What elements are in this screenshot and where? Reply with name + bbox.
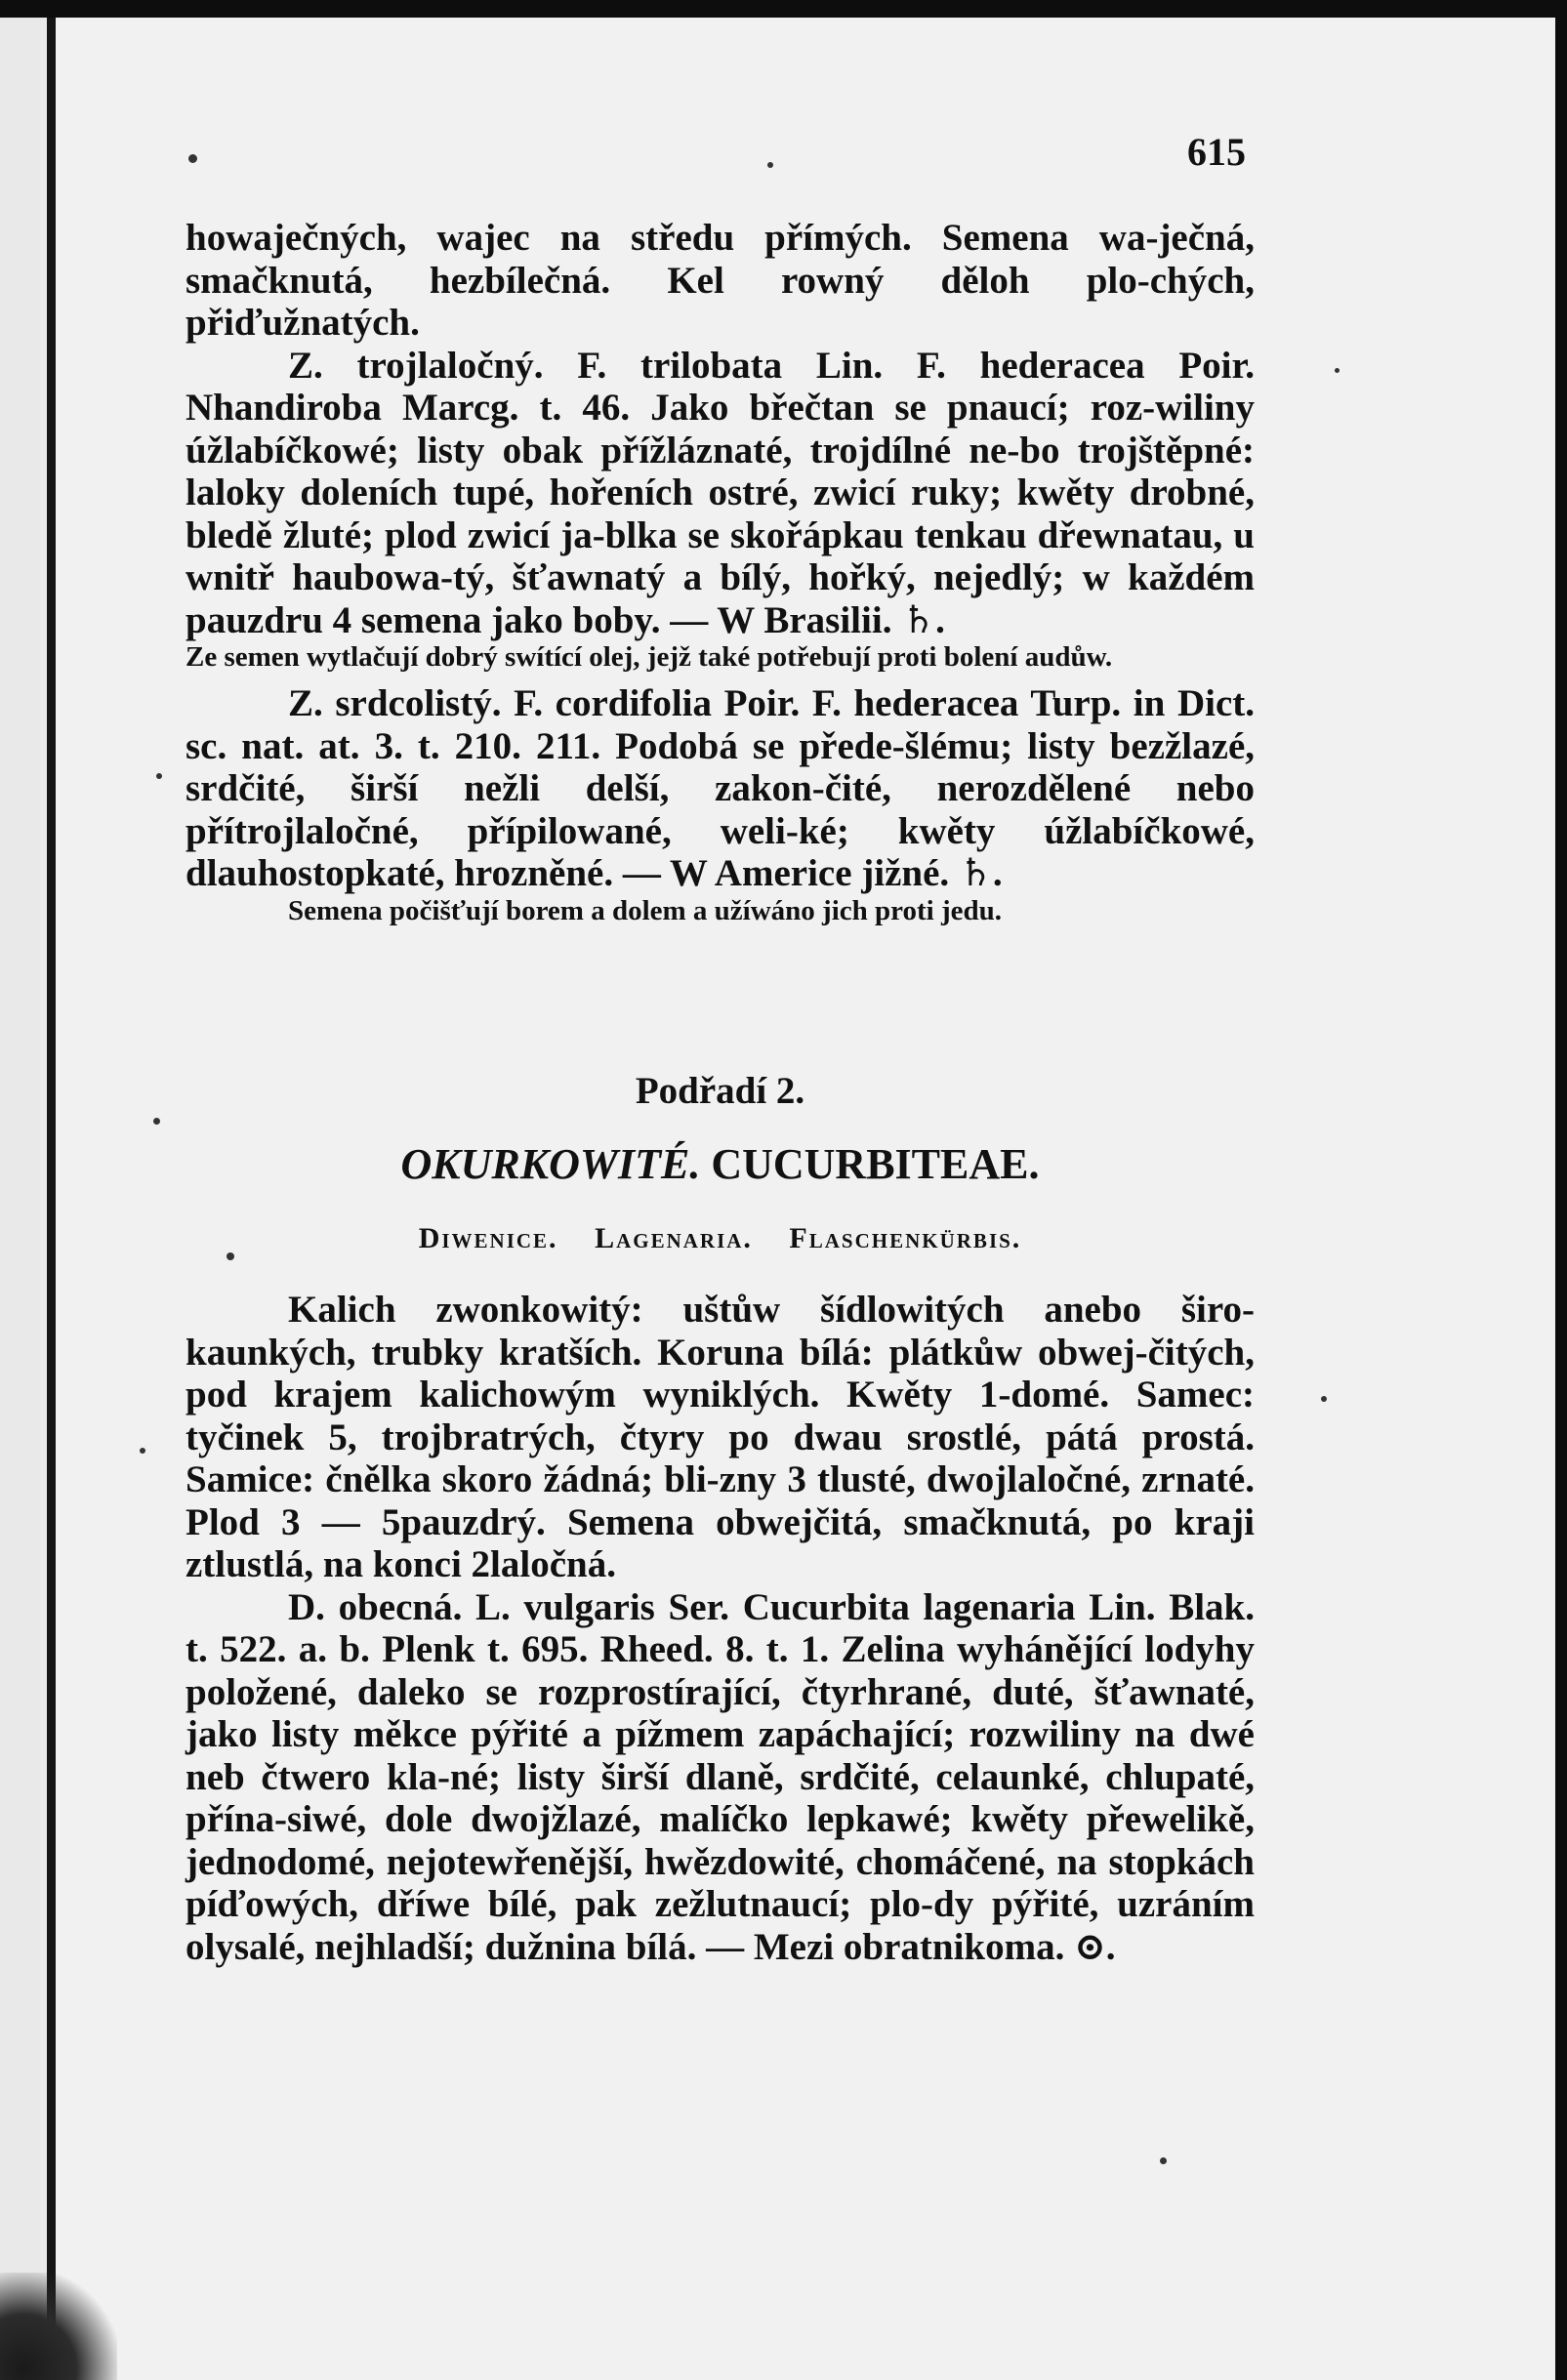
family-heading xyxy=(186,1139,1255,1189)
genus-name-german: Flaschenkürbis. xyxy=(789,1222,1022,1254)
speck xyxy=(188,154,197,163)
scan-top-border xyxy=(0,0,1567,18)
text-block-upper xyxy=(186,217,1255,926)
scan-right-border xyxy=(1555,0,1567,2380)
scan-corner-smudge xyxy=(0,2273,117,2380)
speck xyxy=(1321,1396,1327,1402)
speck xyxy=(153,1118,160,1125)
genus-heading xyxy=(186,1222,1255,1255)
suborder-heading: Podřadí 2. xyxy=(635,1070,805,1112)
paragraph-species-trilobata: Z. trojlaločný. F. trilobata Lin. F. hederacea Poir. Nhandiroba Marcg. t. 46. Jako břečtan se pnaucí; roz-wiliny úžlabíčkowé; listy obak přížláznaté, trojdílné ne-bo trojštěpné: laloky doleních tupé, hořeních ostré, zwicí ruky; kwěty drobné, bledě žluté; plod zwicí ja-blka se skořápkau tenkau dřewnatau, u wnitř haubowa-tý, šťawnatý a bílý, hořký, nejedlý; w každém pauzdru 4 semena jako boby. — W Brasilii. ♄. xyxy=(186,344,1255,641)
paragraph-genus-description: Kalich zwonkowitý: uštůw šídlowitých anebo širo-kaunkých, trubky kratších. Koruna bílá: plátkůw obwej-čitých, pod krajem kalichowým wyniklých. Kwěty 1-domé. Samec: tyčinek 5, trojbratrých, čtyry po dwau srostlé, pátá prostá. Samice: čnělka skoro žádná; bli-zny 3 tlusté, dwojlaločné, zrnaté. Plod 3 — 5pauzdrý. Semena obwejčitá, smačknutá, po kraji ztlustlá, na konci 2laločná. xyxy=(186,1289,1255,1585)
speck xyxy=(140,1448,145,1454)
paragraph-species-vulgaris: D. obecná. L. vulgaris Ser. Cucurbita lagenaria Lin. Blak. t. 522. a. b. Plenk t. 695. Rheed. 8. t. 1. Zelina wyhánějící lodyhy položené, daleko se rozprostírající, čtyrhrané, duté, šťawnaté, jako listy měkce pýřité a pížmem zapáchající; rozwiliny na dwé neb čtwero kla-né; listy širší dlaně, srdčité, celaunké, chlupaté, přína-siwé, dole dwojžlazé, malíčko lepkawé; kwěty přewelikě, jednodomé, nejotewřenější, hwězdowité, chomáčené, na stopkách píďowých, dříwe bílé, pak zežlutnaucí; plo-dy pýřité, uzráním olysalé, nejhladší; dužnina bílá. — Mezi obratnikoma. ⊙. xyxy=(186,1585,1255,1968)
speck xyxy=(1335,368,1340,373)
scan-left-margin xyxy=(0,18,47,2380)
genus-name-latin: Lagenaria. xyxy=(595,1222,753,1254)
note-trilobata-oil: Ze semen wytlačují dobrý swítící olej, jejž také potřebují proti bolení audůw. xyxy=(186,641,1113,673)
family-name-latin: CUCURBITEAE. xyxy=(711,1140,1040,1188)
text-block-lower xyxy=(186,1289,1255,1968)
note-cordifolia-seeds: Semena počišťují borem a dolem a užíwáno jich proti jedu. xyxy=(288,894,1002,926)
speck xyxy=(767,162,773,168)
speck xyxy=(156,773,162,779)
page-number: 615 xyxy=(1187,130,1246,174)
family-name-czech: OKURKOWITÉ. xyxy=(400,1140,701,1188)
speck xyxy=(1160,2157,1167,2164)
scan-left-border xyxy=(47,18,56,2341)
paragraph-species-cordifolia: Z. srdcolistý. F. cordifolia Poir. F. hederacea Turp. in Dict. sc. nat. at. 3. t. 210. 211. Podobá se přede-šlému; listy bezžlazé, srdčité, širší nežli delší, zakon-čité, nerozdělené nebo přítrojlaločné, přípilowané, weli-ké; kwěty úžlabíčkowé, dlauhostopkaté, hrozněné. — W Americe jižné. ♄. xyxy=(186,682,1255,894)
paragraph-seed-description: howaječných, wajec na středu přímých. Semena wa-ječná, smačknutá, hezbílečná. Kel rowný děloh plo-chých, přiďužnatých. xyxy=(186,217,1255,344)
genus-name-czech: Diwenice. xyxy=(418,1222,558,1254)
